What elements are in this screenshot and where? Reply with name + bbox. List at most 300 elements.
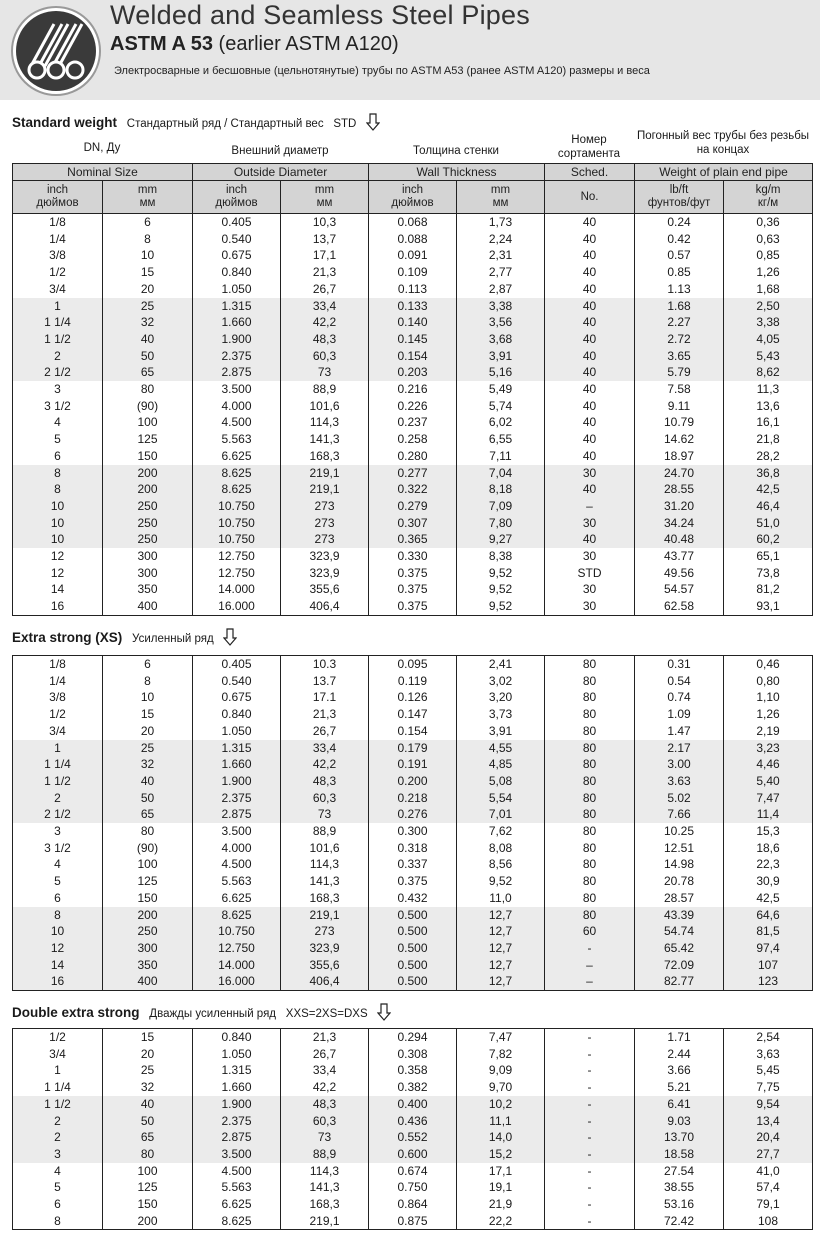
colhead-ru-sched: Номер сортамента	[557, 134, 621, 160]
cell-wall-inch: 0.330	[369, 548, 457, 565]
cell-wall-mm: 5,49	[457, 381, 545, 398]
cell-sched: –	[545, 973, 635, 990]
cell-wall-inch: 0.109	[369, 264, 457, 281]
cell-od-inch: 0.840	[193, 706, 281, 723]
steel-pipes-logo-icon	[9, 4, 103, 98]
table-header	[12, 163, 813, 214]
cell-wall-mm: 14,0	[457, 1129, 545, 1146]
cell-wall-inch: 0.119	[369, 673, 457, 690]
cell-od-inch: 5.563	[193, 1179, 281, 1196]
cell-weight-lbft: 10.25	[635, 823, 724, 840]
cell-sched: 40	[545, 398, 635, 415]
cell-weight-lbft: 72.42	[635, 1213, 724, 1230]
cell-wall-inch: 0.277	[369, 465, 457, 482]
colhead-ru-weight: Погонный вес трубы без резьбы на концах	[636, 130, 810, 156]
cell-nominal-inch: 1/4	[13, 231, 103, 248]
cell-wall-inch: 0.436	[369, 1113, 457, 1130]
cell-weight-kgm: 2,54	[724, 1029, 813, 1046]
table-row	[13, 923, 813, 940]
cell-nominal-mm: 80	[103, 823, 193, 840]
cell-nominal-mm: 50	[103, 1113, 193, 1130]
cell-od-mm: 26,7	[281, 281, 369, 298]
cell-sched: -	[545, 1196, 635, 1213]
cell-od-inch: 5.563	[193, 431, 281, 448]
cell-nominal-inch: 10	[13, 515, 103, 532]
cell-nominal-mm: 200	[103, 481, 193, 498]
cell-od-inch: 1.050	[193, 281, 281, 298]
cell-wall-mm: 15,2	[457, 1146, 545, 1163]
cell-wall-inch: 0.095	[369, 656, 457, 673]
cell-nominal-inch: 5	[13, 1179, 103, 1196]
cell-wall-inch: 0.365	[369, 531, 457, 548]
cell-wall-mm: 1,73	[457, 214, 545, 231]
cell-nominal-mm: 15	[103, 706, 193, 723]
cell-nominal-inch: 3	[13, 381, 103, 398]
cell-od-mm: 323,9	[281, 548, 369, 565]
cell-sched: 80	[545, 840, 635, 857]
cell-nominal-inch: 2	[13, 1129, 103, 1146]
cell-od-inch: 12.750	[193, 565, 281, 582]
cell-nominal-inch: 4	[13, 856, 103, 873]
cell-nominal-mm: 350	[103, 957, 193, 974]
cell-weight-kgm: 36,8	[724, 465, 813, 482]
cell-weight-lbft: 3.00	[635, 756, 724, 773]
extra-strong-table	[12, 655, 813, 991]
cell-weight-kgm: 3,63	[724, 1046, 813, 1063]
cell-wall-mm: 8,56	[457, 856, 545, 873]
cell-wall-inch: 0.674	[369, 1163, 457, 1180]
table-row	[13, 1146, 813, 1163]
cell-wall-inch: 0.300	[369, 823, 457, 840]
cell-nominal-inch: 3/4	[13, 281, 103, 298]
cell-wall-mm: 6,55	[457, 431, 545, 448]
cell-sched: 80	[545, 740, 635, 757]
cell-od-mm: 273	[281, 531, 369, 548]
cell-od-inch: 3.500	[193, 1146, 281, 1163]
cell-wall-inch: 0.237	[369, 414, 457, 431]
section-tag: STD	[333, 118, 357, 130]
cell-nominal-inch: 16	[13, 973, 103, 990]
table-row	[13, 840, 813, 857]
table-row	[13, 515, 813, 532]
cell-od-inch: 1.660	[193, 756, 281, 773]
cell-nominal-mm: 125	[103, 1179, 193, 1196]
table-row	[13, 431, 813, 448]
cell-nominal-inch: 1 1/2	[13, 773, 103, 790]
cell-od-mm: 73	[281, 1129, 369, 1146]
cell-sched: -	[545, 1046, 635, 1063]
cell-weight-lbft: 1.09	[635, 706, 724, 723]
cell-sched: 40	[545, 481, 635, 498]
cell-weight-lbft: 18.58	[635, 1146, 724, 1163]
cell-weight-lbft: 1.71	[635, 1029, 724, 1046]
cell-weight-lbft: 5.79	[635, 364, 724, 381]
table-row	[13, 531, 813, 548]
cell-weight-kgm: 5,45	[724, 1062, 813, 1079]
cell-od-mm: 168,3	[281, 890, 369, 907]
cell-nominal-mm: (90)	[103, 398, 193, 415]
cell-nominal-mm: 80	[103, 1146, 193, 1163]
cell-sched: -	[545, 1163, 635, 1180]
cell-nominal-mm: 100	[103, 856, 193, 873]
cell-weight-lbft: 9.03	[635, 1113, 724, 1130]
cell-od-inch: 6.625	[193, 890, 281, 907]
cell-nominal-inch: 1 1/4	[13, 314, 103, 331]
cell-od-inch: 16.000	[193, 973, 281, 990]
cell-wall-inch: 0.200	[369, 773, 457, 790]
cell-weight-lbft: 7.66	[635, 806, 724, 823]
table-row	[13, 823, 813, 840]
cell-nominal-mm: 8	[103, 231, 193, 248]
cell-nominal-mm: 40	[103, 1096, 193, 1113]
cell-weight-kgm: 22,3	[724, 856, 813, 873]
cell-sched: 40	[545, 281, 635, 298]
cell-weight-lbft: 0.31	[635, 656, 724, 673]
cell-od-mm: 88,9	[281, 823, 369, 840]
cell-wall-inch: 0.294	[369, 1029, 457, 1046]
cell-nominal-mm: 300	[103, 548, 193, 565]
cell-wall-mm: 2,87	[457, 281, 545, 298]
cell-wall-mm: 7,04	[457, 465, 545, 482]
cell-weight-lbft: 0.42	[635, 231, 724, 248]
table-row	[13, 1029, 813, 1046]
cell-sched: 40	[545, 348, 635, 365]
cell-weight-kgm: 4,05	[724, 331, 813, 348]
cell-wall-mm: 3,91	[457, 723, 545, 740]
cell-wall-inch: 0.375	[369, 565, 457, 582]
cell-sched: 80	[545, 890, 635, 907]
cell-wall-mm: 7,82	[457, 1046, 545, 1063]
table-row	[13, 448, 813, 465]
cell-weight-kgm: 1,26	[724, 706, 813, 723]
cell-nominal-inch: 1	[13, 740, 103, 757]
cell-sched: 80	[545, 873, 635, 890]
colhead-ru-wall: Толщина стенки	[413, 145, 499, 157]
table-row	[13, 1129, 813, 1146]
cell-nominal-mm: 300	[103, 565, 193, 582]
cell-nominal-mm: 40	[103, 331, 193, 348]
cell-weight-kgm: 46,4	[724, 498, 813, 515]
cell-weight-kgm: 107	[724, 957, 813, 974]
cell-weight-kgm: 21,8	[724, 431, 813, 448]
colhead-sub-sched-no: No.	[545, 181, 635, 214]
cell-sched: 40	[545, 231, 635, 248]
cell-od-mm: 101,6	[281, 398, 369, 415]
cell-od-inch: 0.540	[193, 673, 281, 690]
cell-wall-inch: 0.140	[369, 314, 457, 331]
cell-od-mm: 88,9	[281, 1146, 369, 1163]
cell-nominal-inch: 1/4	[13, 673, 103, 690]
cell-od-inch: 8.625	[193, 481, 281, 498]
cell-weight-lbft: 40.48	[635, 531, 724, 548]
cell-weight-lbft: 3.65	[635, 348, 724, 365]
cell-weight-lbft: 5.02	[635, 790, 724, 807]
cell-weight-kgm: 64,6	[724, 907, 813, 924]
cell-weight-kgm: 97,4	[724, 940, 813, 957]
cell-weight-kgm: 42,5	[724, 890, 813, 907]
table-row	[13, 581, 813, 598]
cell-nominal-mm: 300	[103, 940, 193, 957]
page-title: Welded and Seamless Steel Pipes	[110, 0, 530, 30]
cell-od-mm: 406,4	[281, 973, 369, 990]
table-row	[13, 689, 813, 706]
cell-wall-mm: 9,52	[457, 873, 545, 890]
cell-wall-mm: 8,08	[457, 840, 545, 857]
cell-sched: 80	[545, 773, 635, 790]
cell-sched: -	[545, 940, 635, 957]
cell-sched: 40	[545, 381, 635, 398]
page-subtitle-ru: Электросварные и бесшовные (цельнотянутые) трубы по ASTM A53 (ранее ASTM A120) размеры и веса	[114, 65, 650, 77]
cell-weight-kgm: 1,10	[724, 689, 813, 706]
colhead-sub-od-inch: inch дюймов	[193, 181, 281, 214]
cell-od-inch: 1.315	[193, 740, 281, 757]
cell-od-inch: 8.625	[193, 1213, 281, 1230]
section-tag: XXS=2XS=DXS	[285, 1008, 368, 1020]
cell-weight-lbft: 3.66	[635, 1062, 724, 1079]
colhead-sub-wall-mm: mm мм	[457, 181, 545, 214]
table-row	[13, 465, 813, 482]
cell-wall-mm: 2,77	[457, 264, 545, 281]
cell-wall-mm: 2,31	[457, 247, 545, 264]
cell-weight-lbft: 5.21	[635, 1079, 724, 1096]
table-row	[13, 364, 813, 381]
cell-weight-kgm: 41,0	[724, 1163, 813, 1180]
cell-nominal-mm: 50	[103, 348, 193, 365]
cell-od-inch: 1.315	[193, 1062, 281, 1079]
cell-od-inch: 6.625	[193, 448, 281, 465]
cell-weight-lbft: 0.85	[635, 264, 724, 281]
cell-od-inch: 8.625	[193, 907, 281, 924]
cell-od-mm: 42,2	[281, 314, 369, 331]
cell-weight-kgm: 2,19	[724, 723, 813, 740]
cell-nominal-mm: 32	[103, 314, 193, 331]
cell-weight-kgm: 30,9	[724, 873, 813, 890]
table-row	[13, 498, 813, 515]
cell-wall-mm: 9,27	[457, 531, 545, 548]
cell-sched: –	[545, 498, 635, 515]
cell-nominal-inch: 1	[13, 298, 103, 315]
cell-wall-mm: 22,2	[457, 1213, 545, 1230]
cell-wall-inch: 0.500	[369, 923, 457, 940]
cell-wall-inch: 0.750	[369, 1179, 457, 1196]
cell-nominal-inch: 1/8	[13, 214, 103, 231]
table-row	[13, 1163, 813, 1180]
cell-nominal-mm: 200	[103, 907, 193, 924]
cell-wall-inch: 0.091	[369, 247, 457, 264]
cell-nominal-inch: 6	[13, 1196, 103, 1213]
cell-od-mm: 141,3	[281, 873, 369, 890]
cell-wall-mm: 12,7	[457, 957, 545, 974]
down-arrow-icon	[377, 1003, 391, 1021]
cell-weight-lbft: 2.27	[635, 314, 724, 331]
cell-od-inch: 14.000	[193, 581, 281, 598]
cell-od-mm: 33,4	[281, 740, 369, 757]
table-row	[13, 1046, 813, 1063]
cell-nominal-mm: 200	[103, 465, 193, 482]
cell-od-inch: 0.675	[193, 689, 281, 706]
cell-sched: 80	[545, 907, 635, 924]
table-row	[13, 348, 813, 365]
cell-wall-inch: 0.154	[369, 723, 457, 740]
cell-sched: 80	[545, 706, 635, 723]
cell-nominal-inch: 3/4	[13, 1046, 103, 1063]
table-row	[13, 740, 813, 757]
colgroup-weight: Weight of plain end pipe	[635, 164, 813, 181]
cell-nominal-inch: 1/2	[13, 706, 103, 723]
cell-wall-inch: 0.258	[369, 431, 457, 448]
cell-wall-inch: 0.280	[369, 448, 457, 465]
cell-nominal-mm: 250	[103, 498, 193, 515]
cell-nominal-inch: 1 1/2	[13, 1096, 103, 1113]
cell-weight-lbft: 3.63	[635, 773, 724, 790]
cell-sched: -	[545, 1079, 635, 1096]
cell-nominal-inch: 6	[13, 890, 103, 907]
cell-nominal-mm: 125	[103, 431, 193, 448]
cell-nominal-inch: 10	[13, 923, 103, 940]
cell-weight-kgm: 0,63	[724, 231, 813, 248]
table-row	[13, 873, 813, 890]
table-row	[13, 673, 813, 690]
cell-od-inch: 1.660	[193, 314, 281, 331]
cell-weight-kgm: 42,5	[724, 481, 813, 498]
cell-nominal-mm: 100	[103, 414, 193, 431]
standard-weight-table	[12, 213, 813, 616]
cell-wall-mm: 12,7	[457, 907, 545, 924]
cell-weight-kgm: 1,68	[724, 281, 813, 298]
cell-weight-kgm: 3,23	[724, 740, 813, 757]
table-row	[13, 1096, 813, 1113]
cell-weight-lbft: 2.44	[635, 1046, 724, 1063]
cell-weight-kgm: 93,1	[724, 598, 813, 615]
cell-od-mm: 60,3	[281, 790, 369, 807]
table-row	[13, 1062, 813, 1079]
cell-nominal-mm: 15	[103, 1029, 193, 1046]
table-row	[13, 756, 813, 773]
cell-od-inch: 0.405	[193, 656, 281, 673]
cell-wall-mm: 3,91	[457, 348, 545, 365]
cell-sched: 80	[545, 689, 635, 706]
colhead-sub-lbft: lb/ft фунтов/фут	[635, 181, 724, 214]
table-row	[13, 723, 813, 740]
cell-wall-inch: 0.500	[369, 957, 457, 974]
cell-sched: 80	[545, 656, 635, 673]
table-row	[13, 790, 813, 807]
cell-weight-lbft: 49.56	[635, 565, 724, 582]
colhead-ru-od: Внешний диаметр	[231, 145, 329, 157]
cell-weight-lbft: 31.20	[635, 498, 724, 515]
cell-weight-lbft: 2.17	[635, 740, 724, 757]
cell-nominal-inch: 12	[13, 565, 103, 582]
cell-od-inch: 2.375	[193, 1113, 281, 1130]
colhead-sub-inch: inch дюймов	[13, 181, 103, 214]
cell-weight-lbft: 38.55	[635, 1179, 724, 1196]
cell-wall-mm: 7,11	[457, 448, 545, 465]
cell-sched: 40	[545, 298, 635, 315]
cell-wall-mm: 8,38	[457, 548, 545, 565]
cell-nominal-mm: 250	[103, 923, 193, 940]
cell-wall-inch: 0.133	[369, 298, 457, 315]
table-row	[13, 940, 813, 957]
section-title-ru: Стандартный ряд / Стандартный вес	[126, 118, 324, 130]
section-title-standard	[12, 113, 380, 131]
cell-weight-lbft: 82.77	[635, 973, 724, 990]
cell-wall-mm: 7,80	[457, 515, 545, 532]
table-row	[13, 381, 813, 398]
cell-nominal-inch: 3/4	[13, 723, 103, 740]
cell-wall-mm: 4,55	[457, 740, 545, 757]
cell-od-inch: 12.750	[193, 548, 281, 565]
cell-sched: 80	[545, 823, 635, 840]
cell-nominal-inch: 1/2	[13, 264, 103, 281]
cell-od-inch: 1.900	[193, 773, 281, 790]
cell-weight-lbft: 28.55	[635, 481, 724, 498]
cell-nominal-inch: 3/8	[13, 247, 103, 264]
cell-weight-lbft: 65.42	[635, 940, 724, 957]
cell-weight-kgm: 81,2	[724, 581, 813, 598]
table-row	[13, 806, 813, 823]
cell-nominal-inch: 2	[13, 790, 103, 807]
cell-nominal-mm: 8	[103, 673, 193, 690]
cell-od-mm: 406,4	[281, 598, 369, 615]
cell-od-mm: 48,3	[281, 773, 369, 790]
cell-od-inch: 14.000	[193, 957, 281, 974]
cell-sched: 40	[545, 414, 635, 431]
cell-nominal-inch: 4	[13, 414, 103, 431]
cell-nominal-mm: 6	[103, 656, 193, 673]
cell-wall-inch: 0.068	[369, 214, 457, 231]
cell-wall-mm: 5,16	[457, 364, 545, 381]
table-row	[13, 314, 813, 331]
cell-weight-kgm: 51,0	[724, 515, 813, 532]
cell-od-mm: 219,1	[281, 907, 369, 924]
cell-wall-inch: 0.226	[369, 398, 457, 415]
cell-od-inch: 1.900	[193, 331, 281, 348]
cell-od-mm: 10.3	[281, 656, 369, 673]
cell-sched: 80	[545, 723, 635, 740]
table-row	[13, 565, 813, 582]
cell-od-mm: 42,2	[281, 756, 369, 773]
colgroup-outside-diameter: Outside Diameter	[193, 164, 369, 181]
cell-wall-inch: 0.126	[369, 689, 457, 706]
cell-wall-inch: 0.375	[369, 598, 457, 615]
cell-wall-inch: 0.322	[369, 481, 457, 498]
cell-sched: -	[545, 1213, 635, 1230]
cell-nominal-mm: 200	[103, 1213, 193, 1230]
cell-nominal-mm: 20	[103, 1046, 193, 1063]
cell-od-mm: 60,3	[281, 1113, 369, 1130]
table-row	[13, 656, 813, 673]
page-subtitle	[110, 33, 399, 56]
table-row	[13, 331, 813, 348]
cell-od-mm: 114,3	[281, 1163, 369, 1180]
cell-wall-mm: 21,9	[457, 1196, 545, 1213]
cell-weight-kgm: 108	[724, 1213, 813, 1230]
cell-wall-inch: 0.600	[369, 1146, 457, 1163]
cell-nominal-inch: 3	[13, 823, 103, 840]
cell-nominal-inch: 3 1/2	[13, 398, 103, 415]
cell-od-inch: 5.563	[193, 873, 281, 890]
cell-wall-inch: 0.500	[369, 973, 457, 990]
cell-sched: -	[545, 1029, 635, 1046]
cell-weight-lbft: 10.79	[635, 414, 724, 431]
cell-weight-kgm: 4,46	[724, 756, 813, 773]
cell-weight-lbft: 43.39	[635, 907, 724, 924]
cell-weight-kgm: 73,8	[724, 565, 813, 582]
cell-nominal-mm: 25	[103, 298, 193, 315]
cell-od-inch: 2.875	[193, 1129, 281, 1146]
cell-nominal-mm: 150	[103, 890, 193, 907]
down-arrow-icon	[366, 113, 380, 131]
